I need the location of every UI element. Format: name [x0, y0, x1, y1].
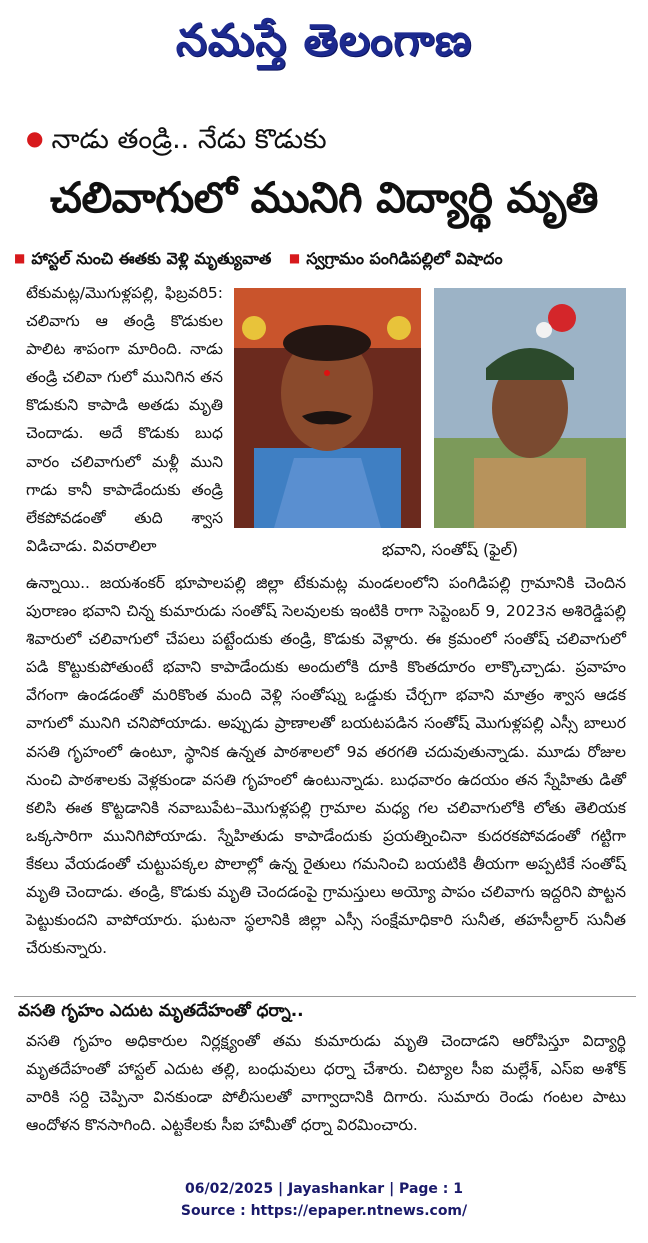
article-body: ఉన్నాయి.. జయశంకర్ భూపాలపల్లి జిల్లా టేకుమట్ల మండలంలోని పంగిడిపల్లి గ్రామానికి చెందిన పురాణం భవాని చిన్న కుమారుడు సంతోష్ సెలవులకు ఇంటికి రాగా సెప్టెంబర్ 9, 2023న అశిరెడ్డిపల్లి శివారులో చలివాగులో చేపలు పట్టేందుకు తండ్రి, కొడుకు వెళ్లారు. ఈ క్రమంలో సంతోష్ చలివాగులో పడి కొట్టుకుపోతుంటే భవాని కాపాడేందుకు అందులోకి దూకి కొంతదూరం లాక్కొచ్చాడు. ప్రవాహం వేగంగా ఉండడంతో మరికొంత మంది వెళ్లి సంతోష్ను ఒడ్డుకు చేర్చగా భవాని మాత్రం శ్వాస ఆడక వాగులో మునిగి చనిపోయాడు. అప్పుడు ప్రాణాలతో బయటపడిన సంతోష్ మొగుళ్లపల్లి ఎస్సీ బాలుర వసతి గృహంలో ఉంటూ, స్థానిక ఉన్నత పాఠశాలలో 9వ తరగతి చదువుతున్నాడు. మూడు రోజుల నుంచి పాఠశాలకు వెళ్లకుండా వసతి గృహంలో ఉంటున్నాడు. బుధవారం ఉదయం తన స్నేహితు డితో కలిసి ఈత కొట్టడానికి నవాబుపేట–మొగుళ్లపల్లి గ్రామాల మధ్య గల చలివాగులోకి లోతు తెలియక ఒక్కసారిగా మునిగిపోయాడు. స్నేహితుడు కాపాడేందుకు ప్రయత్నించినా కుదరకపోవడంతో గట్టిగా కేకలు వేయడంతో చుట్టుపక్కల పొలాల్లో ఉన్న రైతులు గమనించి బయటికి తీయగా అప్పటికే సంతోష్ మృతి చెందాడు. తండ్రి, కొడుకు మృతి చెందడంపై గ్రామస్తులు అయ్యో పాపం చలివాగు ఇద్దరిని పొట్టన పెట్టుకుందని వాపోయారు. ఘటనా స్థలానికి జిల్లా ఎస్సీ సంక్షేమాధికారి సునీత, తహసీల్దార్ సునీత చేరుకున్నారు.: [26, 574, 626, 958]
masthead: నమస్తే తెలంగాణ: [175, 15, 473, 66]
headline: చలివాగులో మునిగి విద్యార్థి మృతి: [50, 173, 598, 222]
section-body: వసతి గృహం అధికారుల నిర్లక్ష్యంతో తమ కుమారుడు మృతి చెందాడని ఆరోపిస్తూ విద్యార్థి మృతదేహంతో హాస్టల్ ఎదుట తల్లి, బంధువులు ధర్నా చేశారు. చిట్యాల సీఐ మల్లేశ్, ఎస్ఐ అశోక్ వారికి సర్ది చెప్పినా వినకుండా పోలీసులతో వాగ్వాదానికి దిగారు. సుమారు రెండు గంటల పాటు ఆందోళన కొనసాగింది. ఎట్టకేలకు సీఐ హామీతో ధర్నా విరమించారు.: [26, 1032, 626, 1135]
photo-father-illustration: [234, 288, 421, 528]
photo-caption: భవాని, సంతోష్ (ఫైల్): [381, 540, 519, 559]
subhead-2: స్వగ్రామం పంగిడిపల్లిలో విషాదం: [306, 249, 503, 268]
subheads: [14, 246, 636, 271]
square-bullet-icon: ■: [288, 251, 301, 265]
bullet-icon: ●: [26, 126, 44, 150]
kicker: [26, 118, 626, 160]
section-subhead: వసతి గృహం ఎదుట మృతదేహంతో ధర్నా..: [18, 1001, 304, 1021]
lead-paragraph: టేకుమట్ల/మొగుళ్లపల్లి, ఫిబ్రవరి5: చలివాగు ఆ తండ్రి కొడుకుల పాలిట శాపంగా మారింది. నాడు తండ్రి చలివా గులో మునిగిన తన కొడుకుని కాపాడి అతడు మృతి చెందాడు. అదే కొడుకు బుధ వారం చలివాగులో మళ్లీ ముని గాడు కానీ కాపాడేందుకు తండ్రి లేకపోవడంతో తుది శ్వాస విడిచాడు. వివరాలిలా: [26, 284, 223, 555]
footer: [0, 1178, 648, 1222]
photo-son: [434, 288, 626, 528]
footer-date-line: 06/02/2025 | Jayashankar | Page : 1: [185, 1181, 463, 1197]
photo-father: [234, 288, 421, 528]
photo-son-illustration: [434, 288, 626, 528]
kicker-text: నాడు తండ్రి.. నేడు కొడుకు: [51, 124, 327, 155]
footer-source-line: Source : https://epaper.ntnews.com/: [180, 1203, 468, 1219]
subhead-1: హాస్టల్ నుంచి ఈతకు వెళ్లి మృత్యువాత: [31, 249, 272, 268]
section-divider: [14, 996, 636, 997]
square-bullet-icon: ■: [14, 251, 26, 265]
